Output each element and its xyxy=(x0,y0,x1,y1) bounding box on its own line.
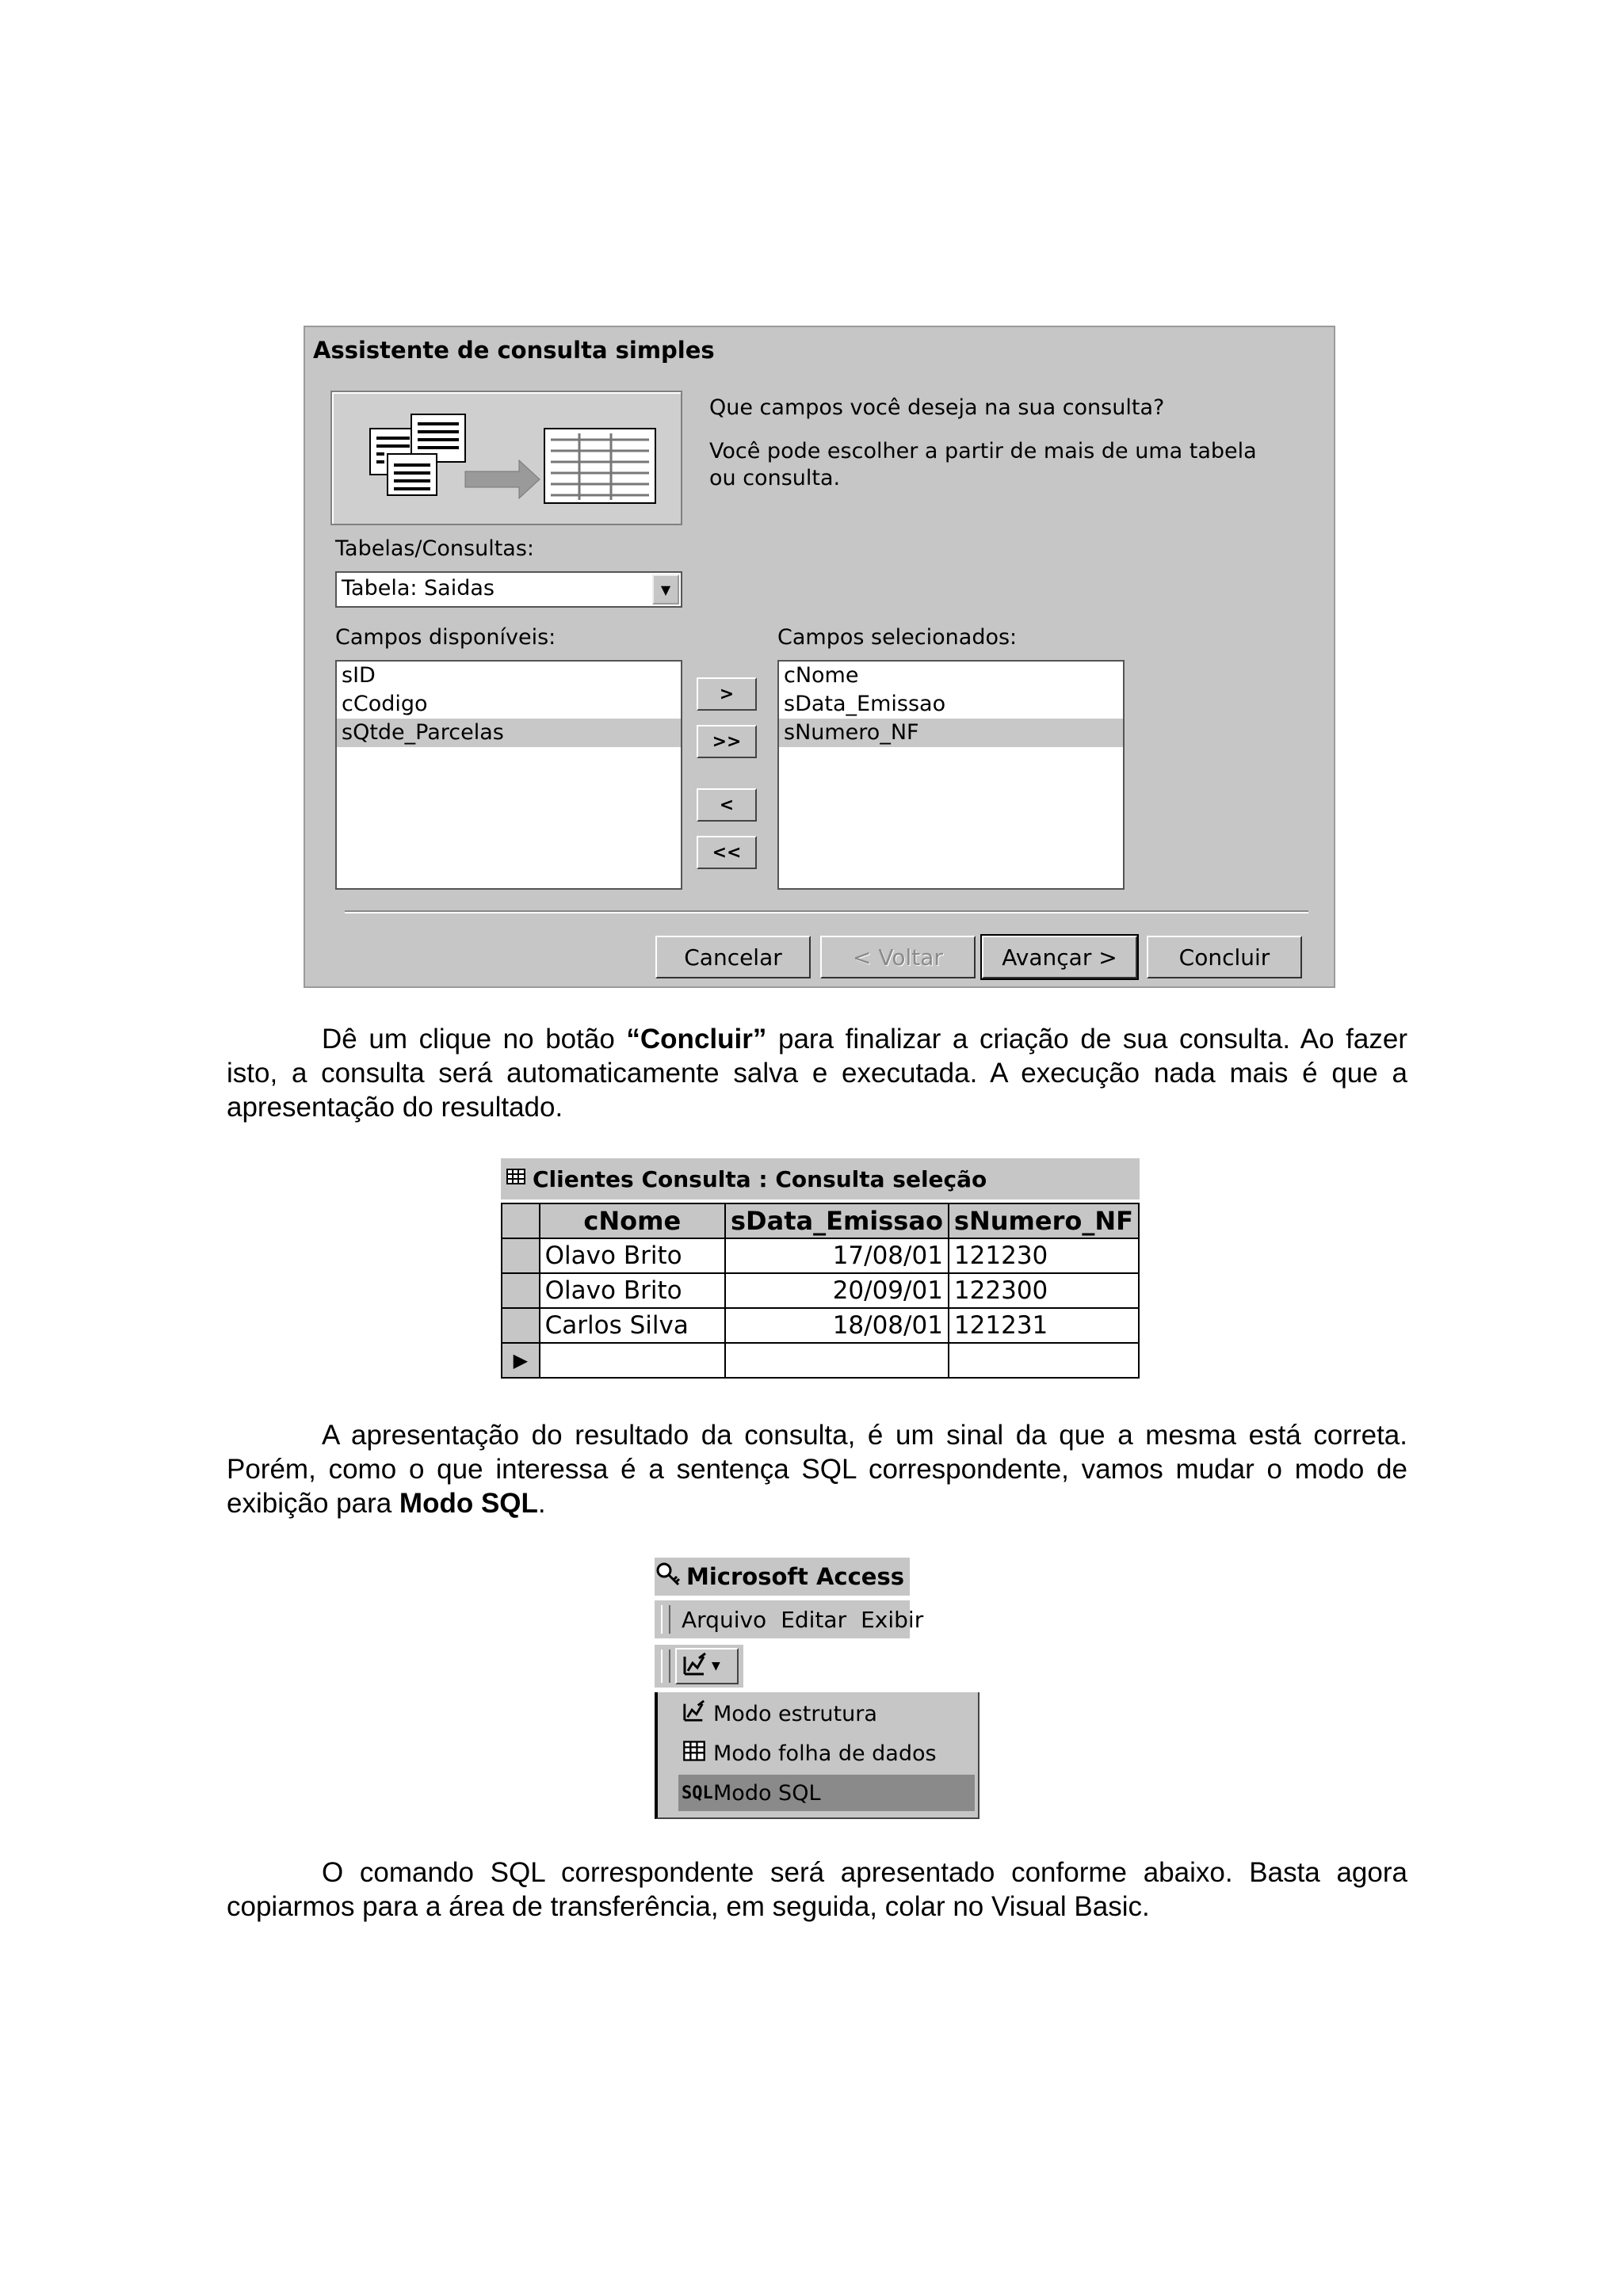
back-button[interactable]: < Voltar xyxy=(820,936,976,978)
selected-fields-label: Campos selecionados: xyxy=(777,625,1018,650)
column-header[interactable]: sData_Emissao xyxy=(725,1203,949,1238)
move-all-left-button[interactable]: << xyxy=(697,836,757,869)
wizard-hint: Você pode escolher a partir de mais de uma tabela ou consulta. xyxy=(709,439,1257,490)
access-view-menu xyxy=(655,1558,980,1819)
cell[interactable]: Olavo Brito xyxy=(540,1238,725,1273)
sql-icon: SQL xyxy=(682,1783,713,1803)
new-record-row xyxy=(502,1343,1139,1378)
menu-exibir[interactable]: Exibir xyxy=(861,1606,924,1633)
cell[interactable]: Olavo Brito xyxy=(540,1273,725,1308)
paragraph-3 xyxy=(227,1855,1407,1924)
paragraph-2 xyxy=(227,1418,1407,1520)
menu-item-design-view[interactable] xyxy=(678,1695,975,1732)
row-selector[interactable] xyxy=(502,1308,540,1343)
view-toolbar xyxy=(655,1645,743,1688)
list-item[interactable]: sQtde_Parcelas xyxy=(337,719,681,747)
query-result-window xyxy=(501,1158,1140,1386)
cell[interactable] xyxy=(949,1343,1139,1378)
available-fields-list[interactable] xyxy=(335,660,682,890)
menu-item-datasheet-view[interactable] xyxy=(678,1735,975,1772)
available-fields-label: Campos disponíveis: xyxy=(335,625,556,650)
row-selector-header xyxy=(502,1203,540,1238)
menu-editar[interactable]: Editar xyxy=(781,1606,847,1633)
table-row xyxy=(502,1238,1139,1273)
list-item[interactable]: cNome xyxy=(784,663,859,688)
paragraph-2-text: A apresentação do resultado da consulta, é um sinal da que a mesma está correta. Porém, como o que interessa é a sentença SQL correspondente, vamos mudar o modo de exibição para xyxy=(227,1420,1407,1519)
paragraph-1-bold: “Concluir” xyxy=(626,1024,767,1055)
wizard-question: Que campos você deseja na sua consulta? xyxy=(709,395,1165,420)
cell[interactable]: 18/08/01 xyxy=(725,1308,949,1343)
access-title: Microsoft Access xyxy=(686,1563,904,1590)
design-view-icon xyxy=(682,1699,707,1729)
menu-arquivo[interactable]: Arquivo xyxy=(682,1606,767,1633)
view-dropdown xyxy=(655,1692,980,1819)
view-button[interactable] xyxy=(675,1648,739,1684)
cell[interactable]: 121230 xyxy=(949,1238,1139,1273)
tables-combobox[interactable] xyxy=(335,571,682,608)
cell[interactable]: 122300 xyxy=(949,1273,1139,1308)
column-header[interactable]: cNome xyxy=(540,1203,725,1238)
list-item[interactable]: cCodigo xyxy=(342,692,428,716)
toolbar-grip xyxy=(661,1650,670,1683)
result-title: Clientes Consulta : Consulta seleção xyxy=(533,1165,987,1192)
current-record-icon[interactable]: ▶ xyxy=(502,1343,540,1378)
paragraph-2-bold: Modo SQL xyxy=(399,1488,538,1519)
tables-to-query-icon xyxy=(332,392,681,524)
wizard-illustration xyxy=(330,391,682,525)
result-table xyxy=(501,1203,1140,1379)
menu-bar xyxy=(655,1600,924,1638)
divider xyxy=(345,910,1308,913)
menu-item-label: Modo folha de dados xyxy=(713,1741,937,1766)
cell[interactable] xyxy=(725,1343,949,1378)
menu-item-sql-view[interactable] xyxy=(678,1775,975,1811)
next-button[interactable]: Avançar > xyxy=(982,936,1137,978)
paragraph-1-before: Dê um clique no botão xyxy=(322,1024,627,1055)
list-item[interactable]: sID xyxy=(342,663,376,688)
move-all-right-button[interactable]: >> xyxy=(697,725,757,758)
cell[interactable] xyxy=(540,1343,725,1378)
table-header-row xyxy=(502,1203,1139,1238)
column-header[interactable]: sNumero_NF xyxy=(949,1203,1139,1238)
dropdown-arrow-icon[interactable]: ▼ xyxy=(652,574,679,605)
finish-button[interactable]: Concluir xyxy=(1147,936,1302,978)
access-key-icon xyxy=(655,1561,682,1593)
design-view-icon xyxy=(682,1652,708,1680)
cell[interactable]: 121231 xyxy=(949,1308,1139,1343)
simple-query-wizard xyxy=(304,326,1335,988)
move-one-left-button[interactable]: < xyxy=(697,788,757,822)
cell[interactable]: 20/09/01 xyxy=(725,1273,949,1308)
wizard-title: Assistente de consulta simples xyxy=(313,337,715,364)
cell[interactable]: Carlos Silva xyxy=(540,1308,725,1343)
menu-item-label: Modo SQL xyxy=(713,1780,821,1806)
datasheet-icon xyxy=(506,1166,526,1192)
result-titlebar xyxy=(501,1158,1140,1199)
paragraph-2-end: . xyxy=(537,1488,546,1519)
tables-combobox-value: Tabela: Saidas xyxy=(342,576,495,601)
cell[interactable]: 17/08/01 xyxy=(725,1238,949,1273)
row-selector[interactable] xyxy=(502,1238,540,1273)
tables-label: Tabelas/Consultas: xyxy=(335,536,534,561)
access-titlebar xyxy=(655,1558,910,1596)
chevron-down-icon[interactable]: ▼ xyxy=(712,1660,720,1672)
toolbar-grip xyxy=(661,1605,670,1634)
selected-fields-list[interactable] xyxy=(777,660,1125,890)
list-item[interactable]: sData_Emissao xyxy=(784,692,946,716)
cancel-button[interactable]: Cancelar xyxy=(655,936,811,978)
paragraph-1-after: para finalizar a criação de sua consulta. Ao fazer isto, a consulta será automaticamente salva e executada. A execução nada mais é que a apresentação do resultado. xyxy=(227,1024,1407,1123)
table-row xyxy=(502,1273,1139,1308)
menu-item-label: Modo estrutura xyxy=(713,1701,877,1726)
paragraph-1 xyxy=(227,1022,1407,1124)
datasheet-icon xyxy=(682,1739,707,1768)
move-one-right-button[interactable]: > xyxy=(697,677,757,711)
row-selector[interactable] xyxy=(502,1273,540,1308)
paragraph-3-text: O comando SQL correspondente será apresentado conforme abaixo. Basta agora copiarmos para a área de transferência, em seguida, colar no Visual Basic. xyxy=(227,1857,1407,1922)
table-row xyxy=(502,1308,1139,1343)
list-item[interactable]: sNumero_NF xyxy=(779,719,1123,747)
